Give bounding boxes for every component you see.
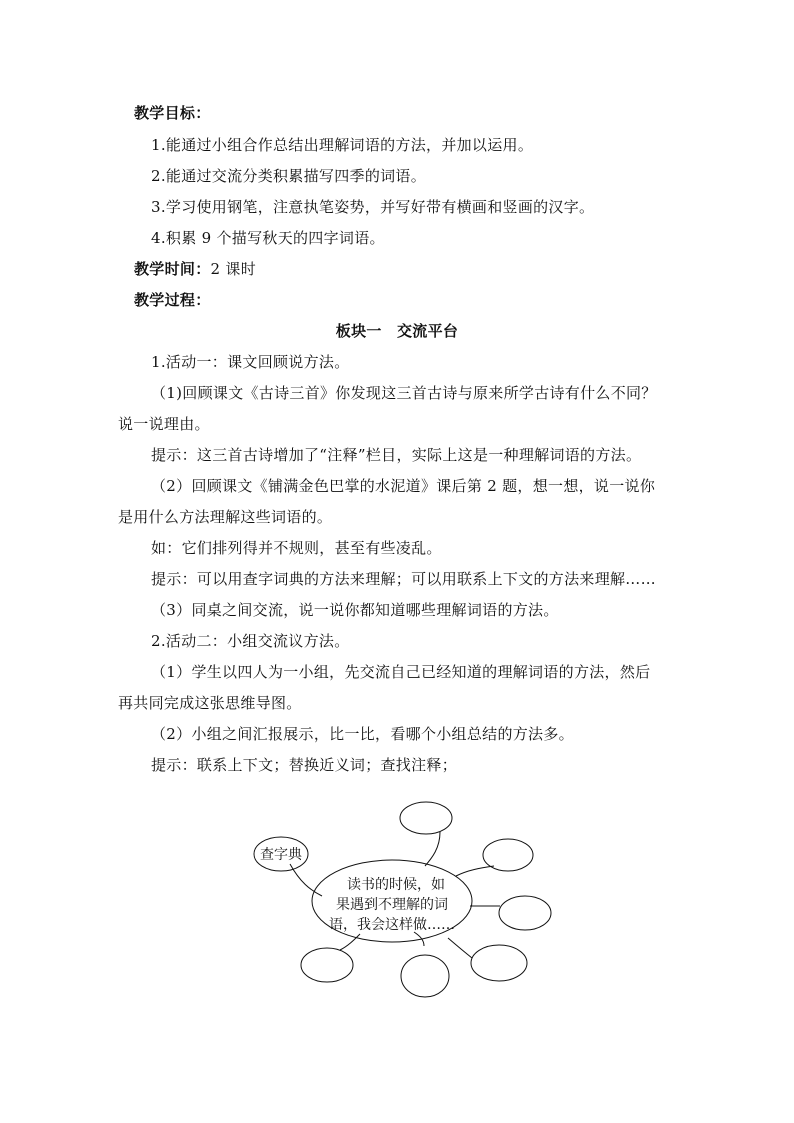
activity1-q1-line2: 说一说理由。 xyxy=(118,415,210,433)
goal-item-1: 1.能通过小组合作总结出理解词语的方法，并加以运用。 xyxy=(151,136,534,154)
activity1-q2-line1: （2）回顾课文《铺满金色巴掌的水泥道》课后第 2 题，想一想，说一说你 xyxy=(151,477,656,495)
connector-bottom-right xyxy=(448,938,472,958)
node-dictionary-label: 查字典 xyxy=(260,847,302,863)
activity2-q1-line2: 再共同完成这张思维导图。 xyxy=(118,694,302,712)
node-top-right-empty xyxy=(483,839,533,871)
connector-top xyxy=(425,832,440,866)
center-text-line2: 果遇到不理解的词 xyxy=(336,897,448,913)
activity1-hint2: 提示：可以用查字词典的方法来理解；可以用联系上下文的方法来理解…… xyxy=(151,570,656,588)
process-heading: 教学过程： xyxy=(134,291,211,309)
node-bottom-empty xyxy=(401,955,449,997)
center-text-line3: 语，我会这样做…… xyxy=(329,917,455,933)
activity1-title: 1.活动一：课文回顾说方法。 xyxy=(151,353,350,371)
time-value: 2 课时 xyxy=(210,260,257,278)
goal-item-2: 2.能通过交流分类积累描写四季的词语。 xyxy=(151,167,427,185)
node-top-empty xyxy=(400,802,452,834)
activity2-q1-line1: （1）学生以四人为一小组，先交流自己已经知道的理解词语的方法，然后 xyxy=(151,663,651,681)
activity1-hint1: 提示：这三首古诗增加了“注释”栏目，实际上这是一种理解词语的方法。 xyxy=(151,446,642,464)
node-right-empty xyxy=(499,896,551,930)
goal-item-3: 3.学习使用钢笔，注意执笔姿势，并写好带有横画和竖画的汉字。 xyxy=(151,198,595,216)
activity1-example: 如：它们排列得并不规则，甚至有些凌乱。 xyxy=(151,539,442,557)
activity1-q1-line1: （1)回顾课文《古诗三首》你发现这三首古诗与原来所学古诗有什么不同？ xyxy=(151,384,657,402)
activity1-q3: （3）同桌之间交流，说一说你都知道哪些理解词语的方法。 xyxy=(151,601,559,619)
node-bottom-left-empty xyxy=(301,948,353,982)
activity1-q2-line2: 是用什么方法理解这些词语的。 xyxy=(118,508,333,526)
connector-top-right xyxy=(456,866,494,876)
section-title: 板块一 交流平台 xyxy=(335,322,459,340)
activity2-title: 2.活动二：小组交流议方法。 xyxy=(151,632,350,650)
activity2-hint: 提示：联系上下文；替换近义词；查找注释； xyxy=(151,756,458,774)
activity2-q2: （2）小组之间汇报展示，比一比，看哪个小组总结的方法多。 xyxy=(151,725,574,743)
goals-heading: 教学目标： xyxy=(134,104,211,122)
node-bottom-right-empty xyxy=(471,945,527,981)
goal-item-4: 4.积累 9 个描写秋天的四字词语。 xyxy=(151,229,385,247)
center-text-line1: 读书的时候，如 xyxy=(347,877,445,893)
time-label: 教学时间： xyxy=(134,260,211,278)
